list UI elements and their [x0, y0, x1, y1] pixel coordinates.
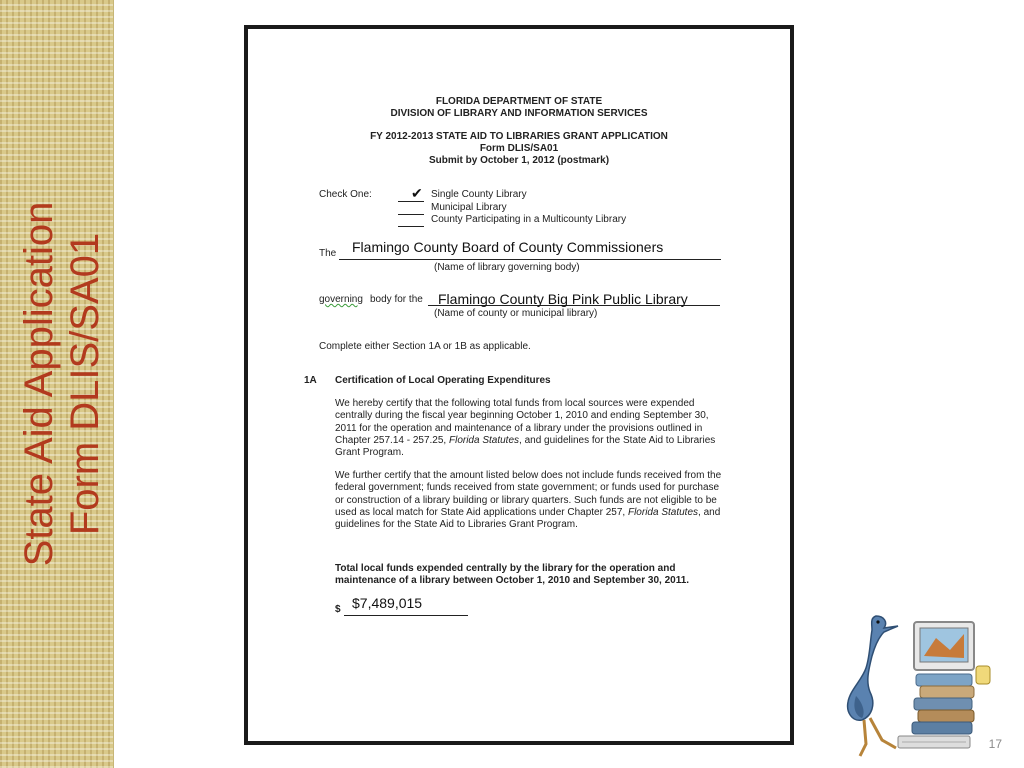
governing-body-caption: (Name of library governing body) — [434, 262, 580, 273]
option-multicounty: County Participating in a Multicounty Library — [431, 214, 627, 225]
option-municipal: Municipal Library — [431, 202, 507, 213]
slide-number: 17 — [988, 737, 1002, 751]
body-for-the-label: body for the — [370, 294, 423, 305]
total-funds-label: Total local funds expended centrally by the library for the operation and maintenance of a library between October 1, 2010 and September 30, 2011. — [335, 563, 690, 587]
form-header-line2: DIVISION OF LIBRARY AND INFORMATION SERVICES — [390, 108, 648, 119]
total-amount-value: $7,489,015 — [352, 595, 423, 611]
section-title: Certification of Local Operating Expenditures — [335, 375, 551, 386]
total-amount-line — [344, 615, 468, 616]
currency-sign: $ — [335, 604, 341, 615]
checkmark-icon: ✔ — [411, 185, 423, 201]
option-single-county: Single County Library — [431, 189, 527, 200]
slide-title-line1: State Aid Application — [17, 201, 61, 567]
governing-body-line — [339, 259, 721, 260]
form-image — [244, 25, 794, 745]
governing-word: governing — [319, 294, 363, 305]
form-header-line3: FY 2012-2013 STATE AID TO LIBRARIES GRANT APPLICATION — [370, 131, 668, 142]
library-name-caption: (Name of county or municipal library) — [434, 308, 598, 319]
checkbox-line-3 — [398, 226, 424, 227]
governing-body-value: Flamingo County Board of County Commissioners — [352, 239, 664, 255]
certification-paragraph-2: We further certify that the amount listed below does not include funds received from the federal government; funds received from state government; or funds used for purchase or construction of a library building or library quarters. Such funds are not eligible to be used as local match for State Aid applications under Chapter 257, Florida Statutes, and guidelines for the State Aid to Libraries Grant Program. — [335, 470, 722, 531]
check-one-label: Check One: — [319, 189, 372, 200]
library-name-value: Flamingo County Big Pink Public Library — [438, 291, 688, 307]
certification-paragraph-1: We hereby certify that the following total funds from local sources were expended centrally during the fiscal year beginning October 1, 2010 and ending September 30, 2011 for the operation and maintenance of a library under the provisions outlined in Chapter 257.14 - 257.25, Florida Statutes, and guidelines for the State Aid to Libraries Grant Program. — [335, 398, 716, 459]
slide-title-line2: Form DLIS/SA01 — [63, 232, 107, 536]
the-label: The — [319, 248, 337, 259]
form-header-line4: Form DLIS/SA01 — [479, 143, 559, 154]
heron-library-icon — [826, 612, 1006, 762]
section-number: 1A — [304, 375, 317, 386]
checkbox-line-2 — [398, 214, 424, 215]
slide-title — [16, 154, 108, 614]
form-header-line5: Submit by October 1, 2012 (postmark) — [428, 155, 610, 166]
instruction-text: Complete either Section 1A or 1B as applicable. — [319, 341, 531, 352]
form-header-line1: FLORIDA DEPARTMENT OF STATE — [435, 96, 603, 107]
